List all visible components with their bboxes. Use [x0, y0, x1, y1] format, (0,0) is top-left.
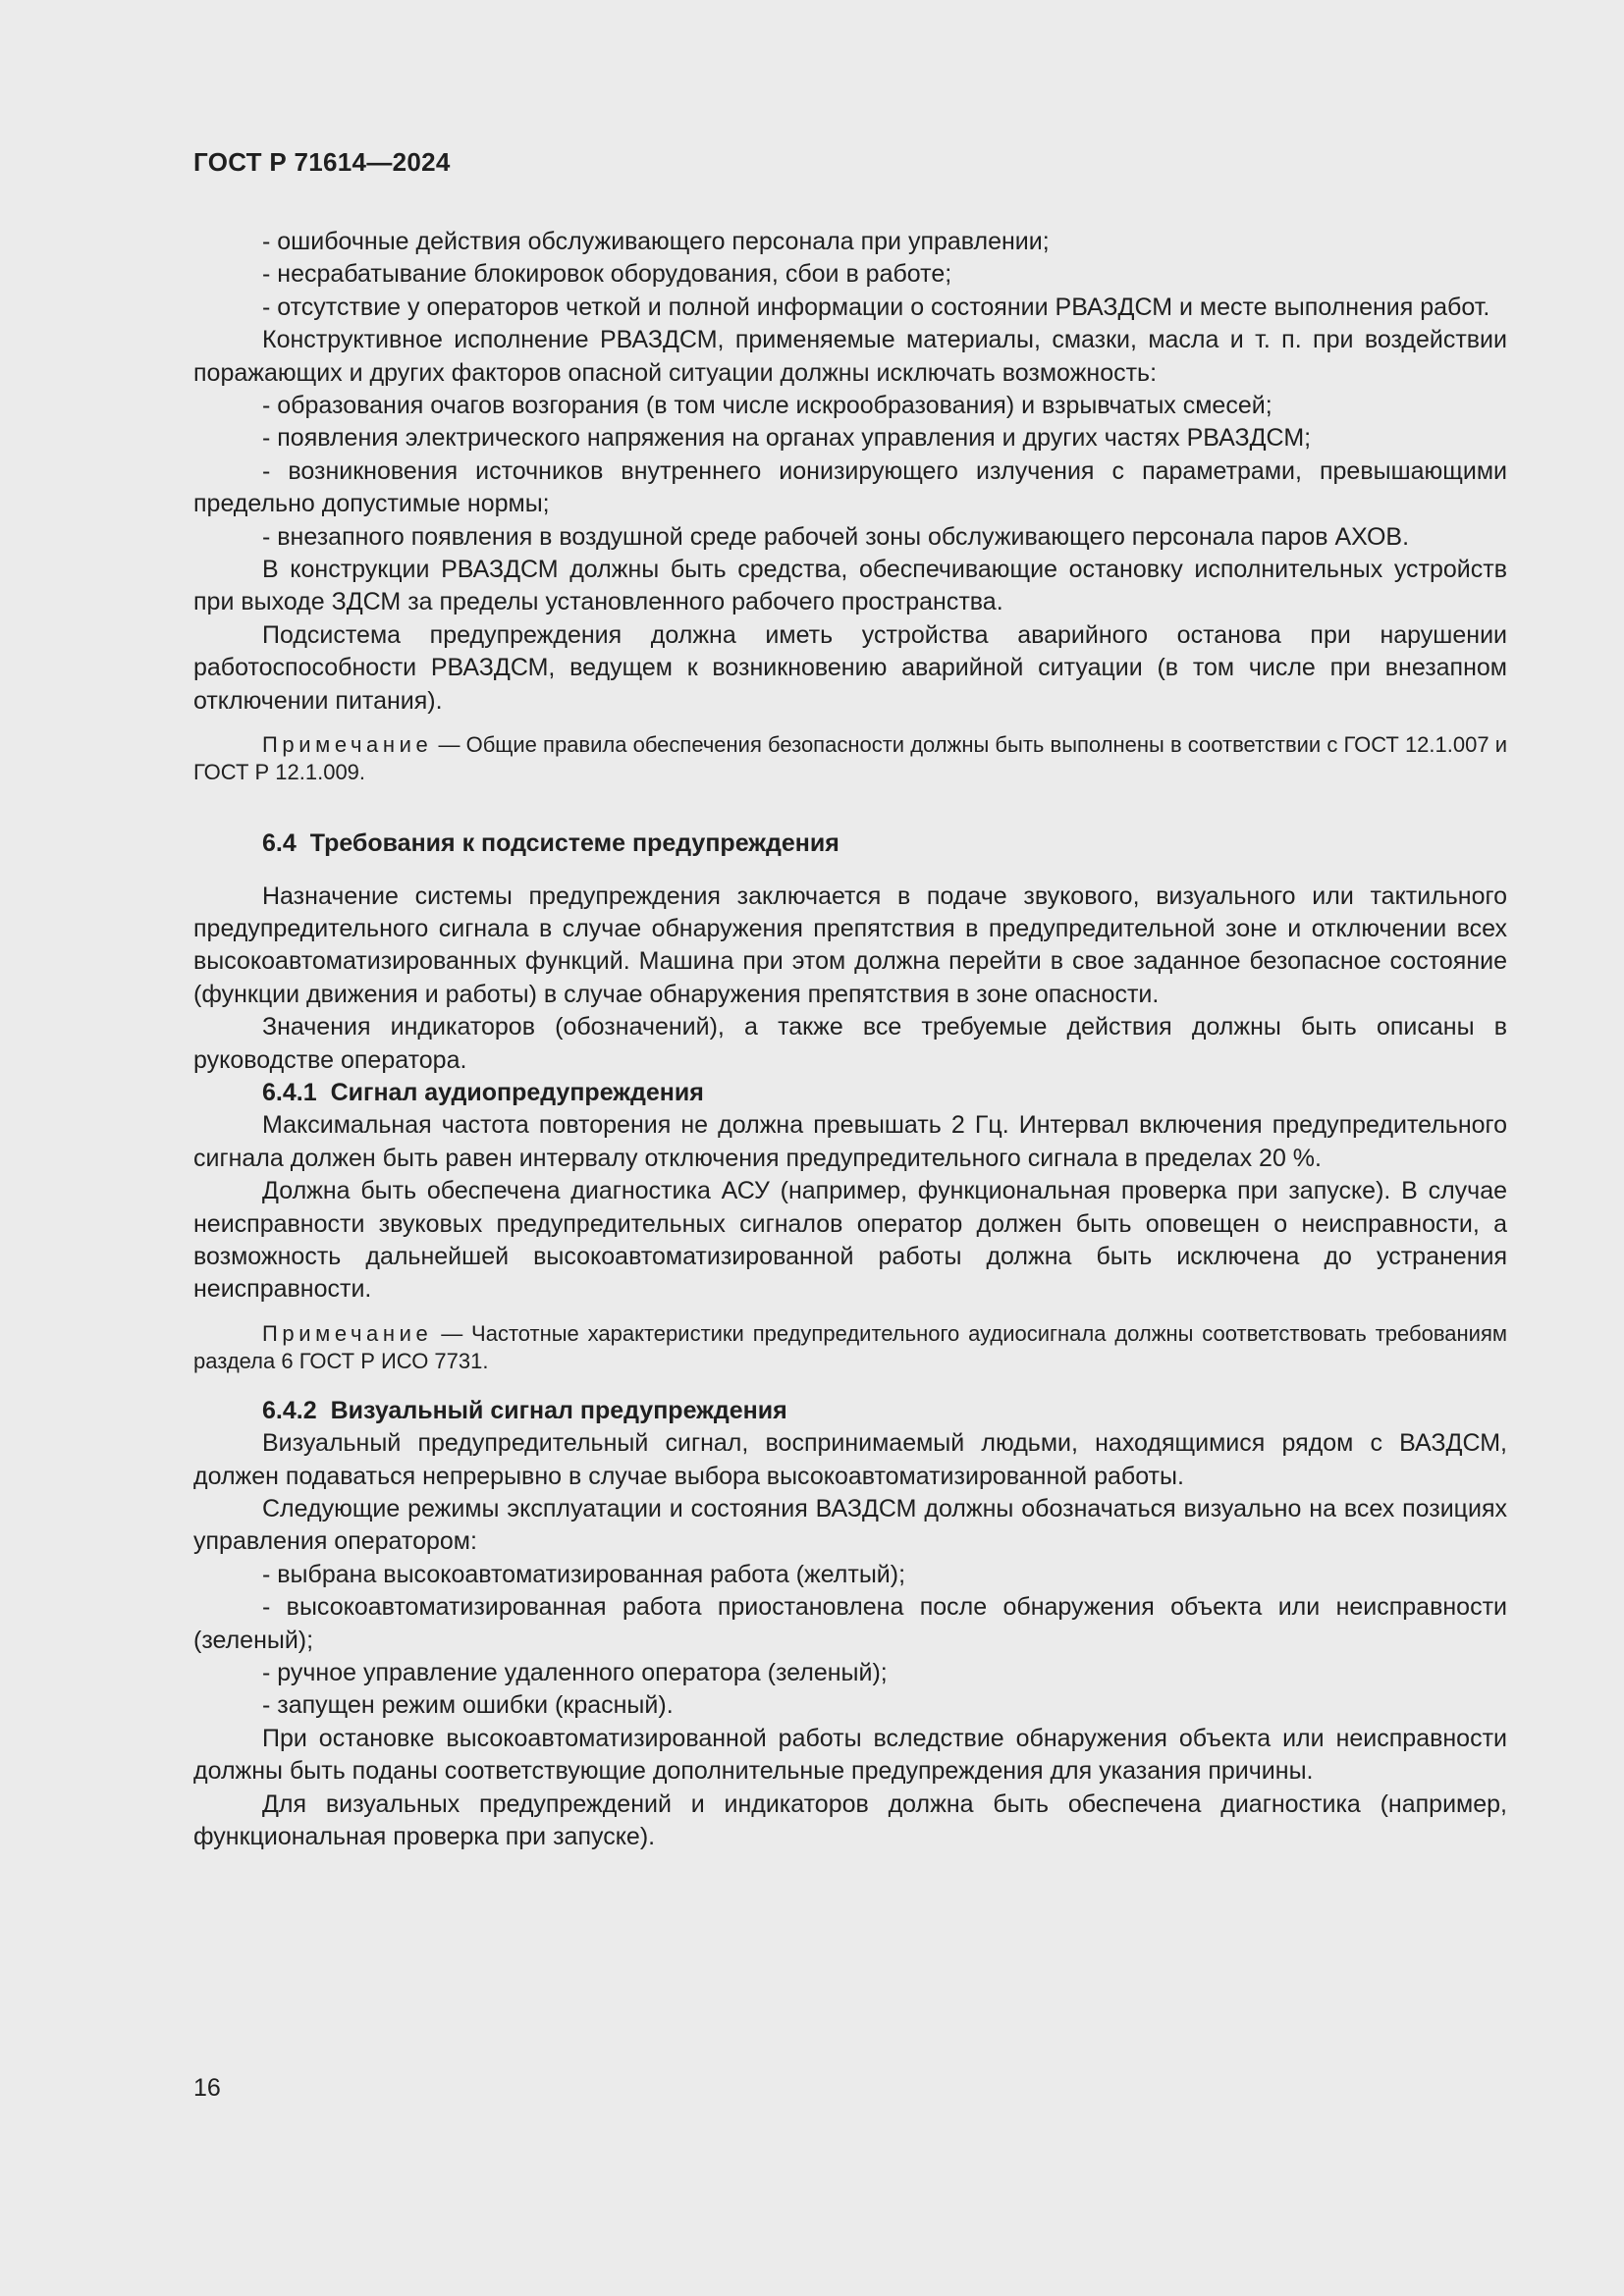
note-text: — Частотные характеристики предупредительного аудиосигнала должны соответствовать требованиям раздела 6 ГОСТ Р ИСО 7731. — [193, 1320, 1507, 1373]
page-content — [193, 226, 1507, 1853]
paragraph: Должна быть обеспечена диагностика АСУ (например, функциональная проверка при запуске). В случае неисправности звуковых предупредительных сигналов оператор должен быть оповещен о неисправности, а возможность дальнейшей высокоавтоматизированной работы должна быть исключена до устранения неисправности. — [193, 1177, 1507, 1304]
subsection-title: Визуальный сигнал предупреждения — [330, 1396, 787, 1424]
note — [193, 731, 1507, 786]
paragraph: Подсистема предупреждения должна иметь устройства аварийного останова при нарушении работоспособности РВАЗДСМ, ведущем к возникновению аварийной ситуации (в том числе при внезапном отключении питания). — [193, 620, 1507, 715]
list-item: - возникновения источников внутреннего ионизирующего излучения с параметрами, превышающими предельно допустимые нормы; — [193, 456, 1507, 518]
note — [193, 1320, 1507, 1375]
note-text: — Общие правила обеспечения безопасности должны быть выполнены в соответствии с ГОСТ 12.1.007 и ГОСТ Р 12.1.009. — [193, 732, 1507, 785]
list-item: - запущен режим ошибки (красный). — [262, 1691, 674, 1720]
subsection-heading — [193, 1395, 1507, 1427]
paragraph: Конструктивное исполнение РВАЗДСМ, применяемые материалы, смазки, масла и т. п. при воздействии поражающих и других факторов опасной ситуации должны исключать возможность: — [193, 326, 1507, 387]
subsection-number: 6.4.2 — [262, 1396, 317, 1424]
paragraph: Следующие режимы эксплуатации и состояния ВАЗДСМ должны обозначаться визуально на всех позициях управления оператором: — [193, 1495, 1507, 1556]
subsection-title: Сигнал аудиопредупреждения — [330, 1078, 704, 1106]
paragraph: Назначение системы предупреждения заключается в подаче звукового, визуального или тактильного предупредительного сигнала в случае обнаружения препятствия в предупредительной зоне и отключении всех высокоавтоматизированных функций. Машина при этом должна перейти в свое заданное безопасное состояние (функции движения и работы) в случае обнаружения препятствия в зоне опасности. — [193, 881, 1507, 1008]
paragraph: Для визуальных предупреждений и индикаторов должна быть обеспечена диагностика (например, функциональная проверка при запуске). — [193, 1789, 1507, 1851]
list-item: - появления электрического напряжения на органах управления и других частях РВАЗДСМ; — [262, 424, 1312, 453]
section-title: Требования к подсистеме предупреждения — [309, 829, 839, 858]
list-item: - внезапного появления в воздушной среде рабочей зоны обслуживающего персонала паров АХОВ. — [262, 522, 1410, 551]
list-item: - выбрана высокоавтоматизированная работа (желтый); — [262, 1560, 906, 1588]
note-label: Примечание — [262, 732, 433, 758]
section-heading — [193, 828, 1507, 860]
list-item: - отсутствие у операторов четкой и полной информации о состоянии РВАЗДСМ и месте выполнения работ. — [262, 293, 1490, 321]
list-item: - высокоавтоматизированная работа приостановлена после обнаружения объекта или неисправности (зеленый); — [193, 1593, 1507, 1654]
paragraph: В конструкции РВАЗДСМ должны быть средства, обеспечивающие остановку исполнительных устройств при выходе ЗДСМ за пределы установленного рабочего пространства. — [193, 556, 1507, 616]
list-item: - ручное управление удаленного оператора (зеленый); — [262, 1659, 888, 1687]
section-number: 6.4 — [262, 829, 297, 858]
page-number: 16 — [193, 2074, 221, 2102]
list-item: - ошибочные действия обслуживающего персонала при управлении; — [262, 228, 1050, 255]
note-label: Примечание — [262, 1320, 433, 1346]
paragraph: Максимальная частота повторения не должна превышать 2 Гц. Интервал включения предупредительного сигнала должен быть равен интервалу отключения предупредительного сигнала в пределах 20 %. — [193, 1111, 1507, 1172]
list-item: - несрабатывание блокировок оборудования, сбои в работе; — [262, 260, 952, 289]
subsection-heading — [193, 1077, 1507, 1109]
paragraph: При остановке высокоавтоматизированной работы вследствие обнаружения объекта или неисправности должны быть поданы соответствующие дополнительные предупреждения для указания причины. — [193, 1724, 1507, 1786]
paragraph: Значения индикаторов (обозначений), а также все требуемые действия должны быть описаны в руководстве оператора. — [193, 1013, 1507, 1074]
document-code-header: ГОСТ Р 71614—2024 — [193, 147, 451, 177]
list-item: - образования очагов возгорания (в том числе искрообразования) и взрывчатых смесей; — [262, 392, 1272, 420]
subsection-number: 6.4.1 — [262, 1078, 317, 1106]
paragraph: Визуальный предупредительный сигнал, воспринимаемый людьми, находящимися рядом с ВАЗДСМ, должен подаваться непрерывно в случае выбора высокоавтоматизированной работы. — [193, 1429, 1507, 1490]
